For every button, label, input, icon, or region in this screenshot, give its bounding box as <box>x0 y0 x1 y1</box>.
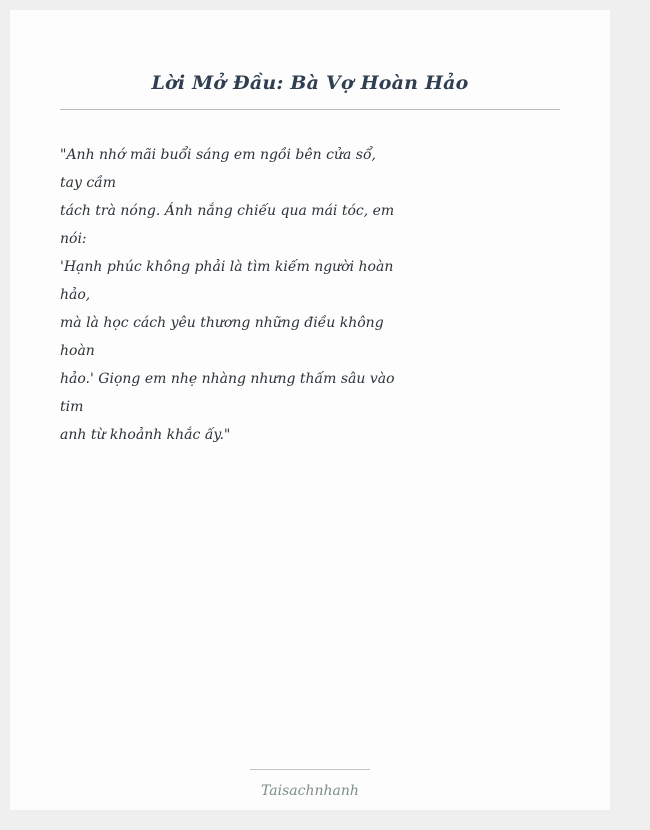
document-page <box>10 10 610 810</box>
page-title: Lời Mở Đầu: Bà Vợ Hoàn Hảo <box>151 72 469 94</box>
poem-line: hảo, <box>60 287 91 303</box>
poem-line: tách trà nóng. Ánh nắng chiếu qua mái tóc, em <box>60 203 395 219</box>
poem-line: anh từ khoảnh khắc ấy." <box>60 427 231 443</box>
poem-line: nói: <box>60 231 87 247</box>
poem-line: tim <box>60 399 84 415</box>
footer-divider <box>250 769 370 770</box>
poem-line: hảo.' Giọng em nhẹ nhàng nhưng thấm sâu vào <box>60 371 395 387</box>
poem-line: mà là học cách yêu thương những điều không <box>60 315 384 331</box>
footer-source: Taisachnhanh <box>261 783 359 799</box>
title-divider <box>60 109 560 110</box>
poem-line: tay cầm <box>60 175 117 191</box>
poem-line: hoàn <box>60 343 95 359</box>
poem-line: 'Hạnh phúc không phải là tìm kiếm người hoàn <box>60 259 394 275</box>
poem-body <box>60 141 395 449</box>
poem-line: "Anh nhớ mãi buổi sáng em ngồi bên cửa sổ, <box>60 147 376 163</box>
